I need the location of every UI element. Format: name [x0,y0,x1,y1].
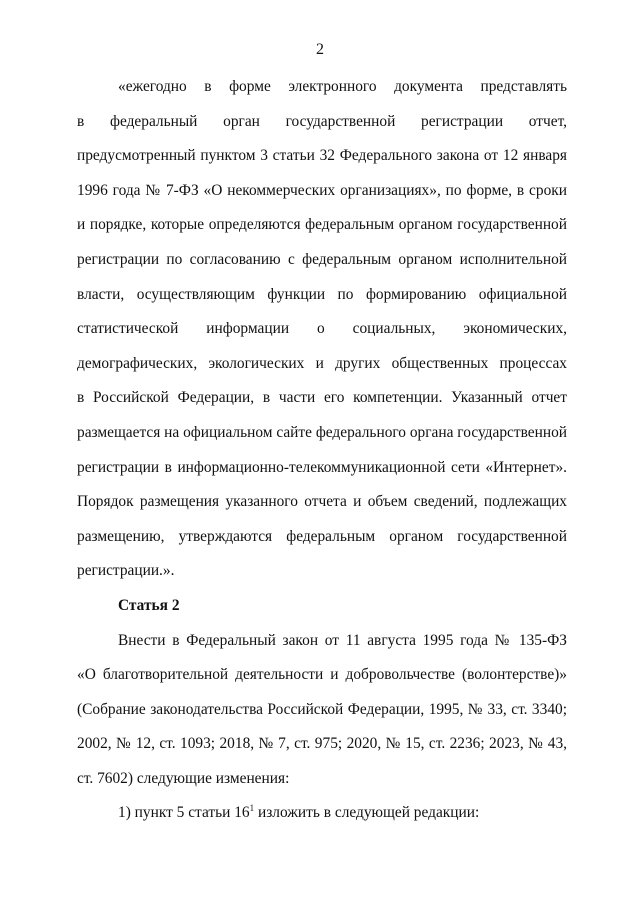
paragraph-line: Порядок размещения указанного отчета и объем сведений, подлежащих [77,493,567,511]
item-text-continuation: изложить в следующей редакции: [254,804,480,822]
paragraph-line: размещается на официальном сайте федерального органа государственной [77,423,567,441]
paragraph-line: в Российской Федерации, в части его компетенции. Указанный отчет [77,389,567,407]
paragraph-line: размещению, утверждаются федеральным органом государственной [77,527,567,545]
paragraph-line: регистрации в информационно-телекоммуникационной сети «Интернет». [77,458,567,476]
paragraph-line: демографических, экологических и других общественных процессах [77,354,567,372]
article-heading: Статья 2 [118,596,180,614]
paragraph-line: регистрации.». [77,562,175,580]
paragraph-line: в федеральный орган государственной регистрации отчет, [77,112,567,130]
paragraph-line: власти, осуществляющим функции по формированию официальной [77,285,567,303]
paragraph-line: и порядке, которые определяются федеральным органом государственной [77,216,567,234]
paragraph-line: 2002, № 12, ст. 1093; 2018, № 7, ст. 975; 2020, № 15, ст. 2236; 2023, № 43, [77,735,567,753]
page-number: 2 [316,41,324,58]
paragraph-line: «О благотворительной деятельности и добровольчестве (волонтерстве)» [77,666,567,684]
list-item [77,796,567,831]
paragraph-line: предусмотренный пунктом 3 статьи 32 Федерального закона от 12 января [77,147,567,165]
item-text: 1) пункт 5 статьи 16 [118,804,250,822]
paragraph-line: ст. 7602) следующие изменения: [77,769,290,787]
superscript-index: 1 [249,803,255,814]
paragraph-line: регистрации по согласованию с федеральным органом исполнительной [77,250,567,268]
document-body [77,70,567,831]
paragraph-line: 1996 года № 7-ФЗ «О некоммерческих организациях», по форме, в сроки [77,181,567,199]
paragraph-line: «ежегодно в форме электронного документа представлять [118,78,567,95]
paragraph-line: Внести в Федеральный закон от 11 августа 1995 года № 135-ФЗ [118,631,567,649]
paragraph-line: статистической информации о социальных, экономических, [77,320,567,338]
paragraph-line: (Собрание законодательства Российской Федерации, 1995, № 33, ст. 3340; [77,700,567,718]
